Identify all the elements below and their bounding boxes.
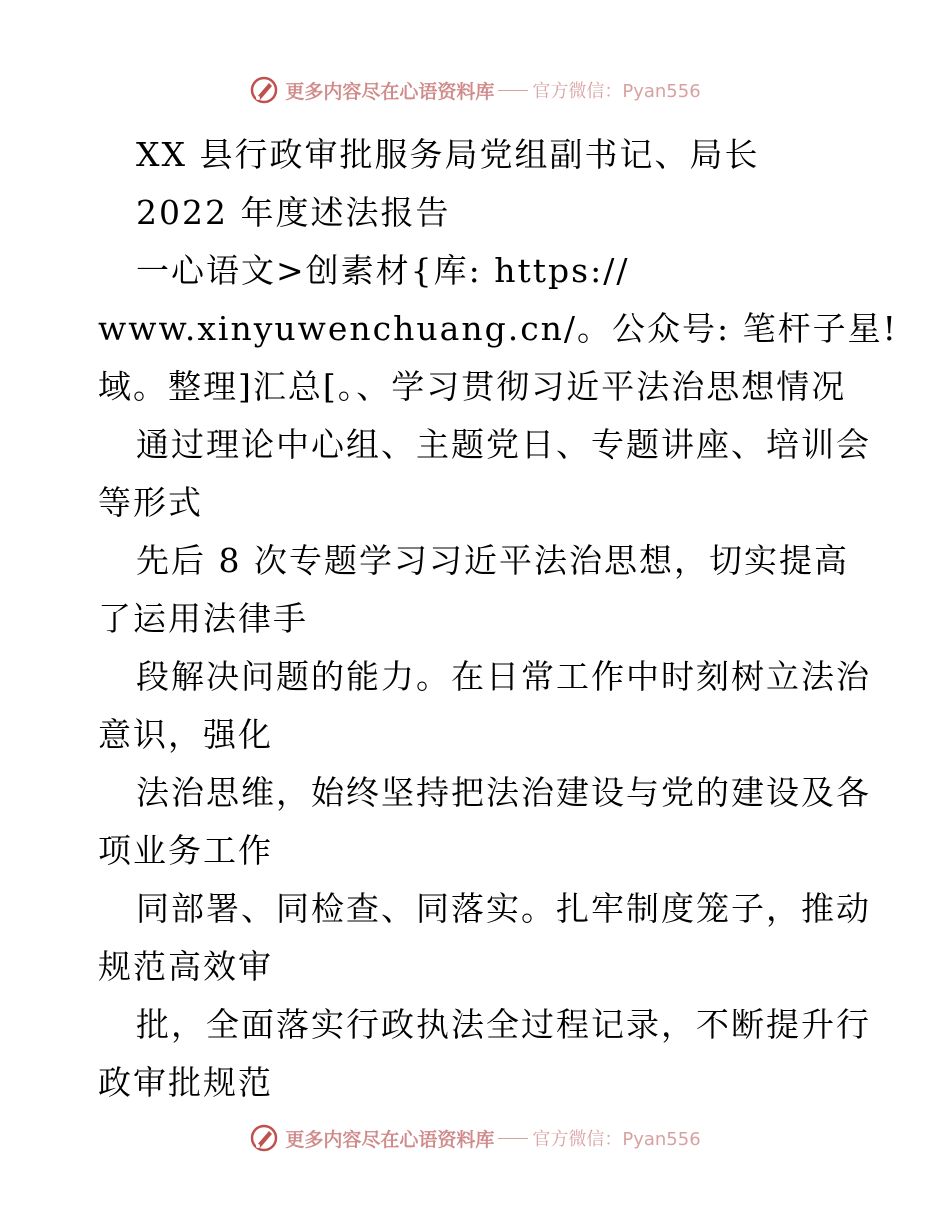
doc-paragraph-line: www.xinyuwenchuang.cn/。公众号: 笔杆子星! [98,309,898,348]
doc-paragraph-line: 先后 8 次专题学习习近平法治思想，切实提高 [136,541,849,580]
pen-logo-icon [249,75,279,105]
doc-paragraph-line: 法治思维，始终坚持把法治建设与党的建设及各 [136,773,871,812]
banner-main-text: 更多内容尽在心语资料库 [285,80,495,103]
doc-paragraph-line: 政审批规范 [98,1063,273,1102]
doc-paragraph-line: 批，全面落实行政执法全过程记录，不断提升行 [136,1005,871,1044]
doc-paragraph-line: 段解决问题的能力。在日常工作中时刻树立法治 [136,657,871,696]
doc-paragraph-line: 同部署、同检查、同落实。扎牢制度笼子，推动 [136,889,871,928]
banner-wechat-text: 官方微信：Pyan556 [532,1129,701,1150]
banner-wechat-text: 官方微信：Pyan556 [532,81,701,102]
pen-logo-icon [249,1123,279,1153]
header-banner [0,70,950,110]
doc-paragraph-line: 规范高效审 [98,947,273,986]
doc-title-line-2: 2022 年度述法报告 [136,193,451,232]
doc-paragraph-line: 了运用法律手 [98,599,308,638]
banner-main-text: 更多内容尽在心语资料库 [285,1128,495,1151]
footer-banner [0,1118,950,1158]
doc-paragraph-line: 意识，强化 [98,715,273,754]
banner-divider [498,1138,528,1139]
doc-paragraph-line: 项业务工作 [98,831,273,870]
doc-paragraph-line: 一心语文>创素材{库: https:// [136,251,630,290]
banner-divider [498,90,528,91]
doc-section-heading: 域。整理]汇总[。、学习贯彻习近平法治思想情况 [98,367,847,406]
document-body [98,126,898,1112]
doc-title-line-1: XX 县行政审批服务局党组副书记、局长 [136,135,760,174]
doc-paragraph-line: 通过理论中心组、主题党日、专题讲座、培训会 [136,425,871,464]
doc-paragraph-line: 等形式 [98,483,203,522]
